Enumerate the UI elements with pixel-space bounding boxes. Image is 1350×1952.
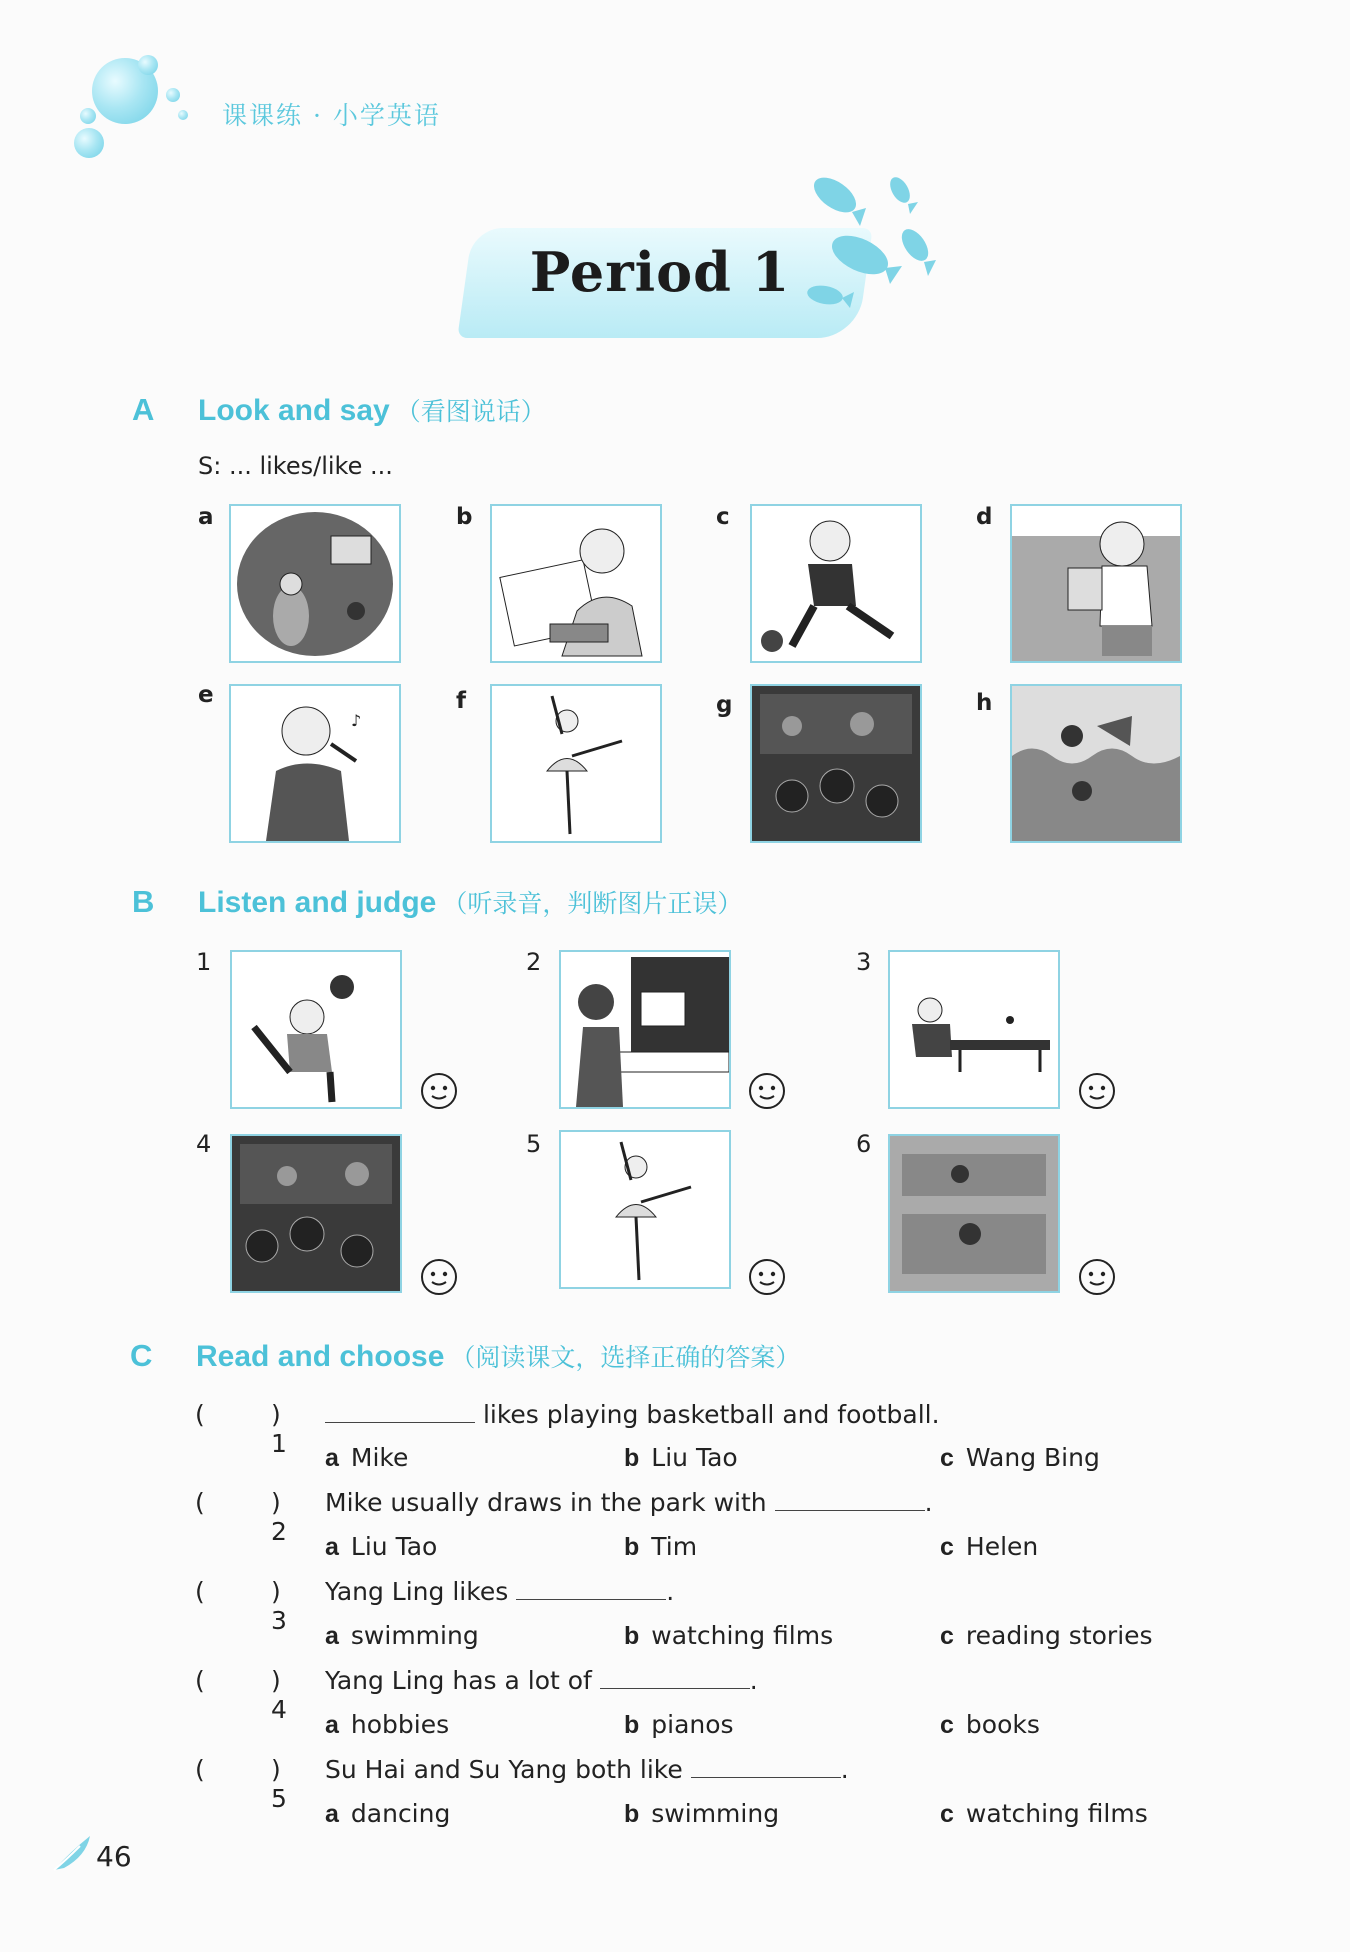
smiley-icon[interactable] [748,1258,786,1296]
answer-bracket[interactable]: ( [195,1577,205,1606]
answer-blank [691,1757,841,1778]
picture-label: c [716,504,730,530]
picture-football [750,504,922,663]
picture-label: a [198,504,214,530]
option-b[interactable]: b Liu Tao [624,1443,738,1472]
picture-label: b [456,504,473,530]
option-a[interactable]: a Mike [325,1443,409,1472]
section-b-letter: B [132,884,155,919]
picture-piano [559,950,731,1109]
option-c[interactable]: c reading stories [940,1621,1153,1650]
bubble-decoration [138,55,158,75]
picture-football-kick [230,950,402,1109]
bubble-decoration [74,128,104,158]
answer-blank [516,1579,666,1600]
bubble-decoration [166,88,180,102]
option-a[interactable]: a Liu Tao [325,1532,438,1561]
svg-text:♪: ♪ [351,711,362,730]
series-title: 课课练 · 小学英语 [222,101,441,130]
picture-table-tennis [888,950,1060,1109]
section-b-title [198,884,742,920]
picture-basketball [229,504,401,663]
picture-cinema-2 [230,1134,402,1293]
option-b[interactable]: b watching films [624,1621,834,1650]
picture-number: 2 [526,948,542,976]
question-number: ) 2 [271,1488,287,1546]
question-text: Yang Ling has a lot of . [325,1666,758,1695]
picture-number: 4 [196,1130,212,1158]
picture-number: 5 [526,1130,542,1158]
option-b[interactable]: b pianos [624,1710,734,1739]
answer-blank [325,1402,475,1423]
picture-swimming [1010,684,1182,843]
section-c-letter: C [130,1338,153,1373]
option-a[interactable]: a hobbies [325,1710,450,1739]
section-c-heading: Read and choose [196,1340,445,1373]
smiley-icon[interactable] [748,1072,786,1110]
smiley-icon[interactable] [1078,1258,1116,1296]
section-c-title [196,1338,800,1374]
answer-blank [600,1668,750,1689]
picture-label: e [198,682,214,708]
section-a-letter: A [132,392,155,427]
option-c[interactable]: c books [940,1710,1040,1739]
option-a[interactable]: a swimming [325,1621,479,1650]
picture-singing [229,684,401,843]
page-number: 46 [96,1840,132,1873]
question-number: ) 5 [271,1755,287,1813]
section-c-subtitle: （阅读课文，选择正确的答案） [450,1344,801,1372]
picture-reading [1010,504,1182,663]
answer-blank [775,1490,925,1511]
question-number: ) 4 [271,1666,287,1724]
section-b-subtitle: （听录音，判断图片正误） [442,890,743,918]
section-a-heading: Look and say [198,394,390,427]
smiley-icon[interactable] [420,1072,458,1110]
question-text: Mike usually draws in the park with . [325,1488,933,1517]
bubble-decoration [178,110,188,120]
picture-drawing [490,504,662,663]
option-c[interactable]: c Helen [940,1532,1039,1561]
page-title: Period 1 [529,240,791,304]
picture-label: h [976,690,993,716]
picture-cinema [750,684,922,843]
picture-label: g [716,692,733,718]
question-number: ) 3 [271,1577,287,1635]
section-a-subtitle: （看图说话） [395,398,546,426]
picture-dancing-2 [559,1130,731,1289]
picture-label: d [976,504,993,530]
picture-label: f [456,688,467,714]
section-a-title [198,392,546,428]
section-b-heading: Listen and judge [198,886,437,919]
option-b[interactable]: b Tim [624,1532,698,1561]
option-a[interactable]: a dancing [325,1799,451,1828]
smiley-icon[interactable] [420,1258,458,1296]
feather-icon [50,1832,94,1874]
question-text: Yang Ling likes . [325,1577,675,1606]
picture-swimming-2 [888,1134,1060,1293]
smiley-icon[interactable] [1078,1072,1116,1110]
picture-number: 1 [196,948,212,976]
answer-bracket[interactable]: ( [195,1755,205,1784]
answer-bracket[interactable]: ( [195,1400,205,1429]
option-b[interactable]: b swimming [624,1799,780,1828]
option-c[interactable]: c watching films [940,1799,1148,1828]
picture-dancing [490,684,662,843]
question-text: likes playing basketball and football. [325,1400,940,1429]
answer-bracket[interactable]: ( [195,1488,205,1517]
answer-bracket[interactable]: ( [195,1666,205,1695]
picture-number: 6 [856,1130,872,1158]
look-and-say-prompt: S: ... likes/like ... [198,452,393,480]
question-text: Su Hai and Su Yang both like . [325,1755,849,1784]
option-c[interactable]: c Wang Bing [940,1443,1100,1472]
question-number: ) 1 [271,1400,287,1458]
picture-number: 3 [856,948,872,976]
fish-icon [790,160,950,320]
bubble-decoration [80,108,96,124]
